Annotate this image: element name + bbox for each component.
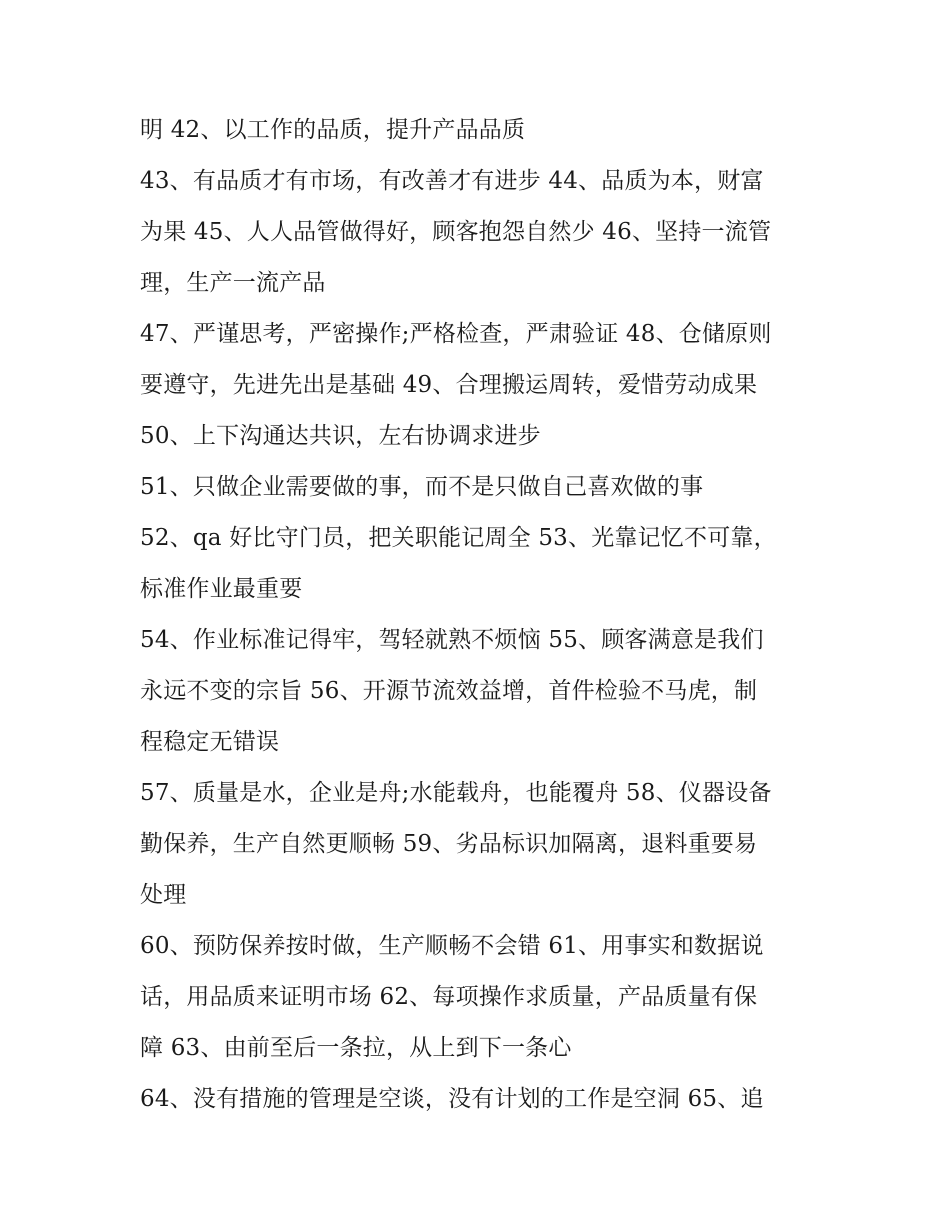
- text-line: 为果 45、人人品管做得好，顾客抱怨自然少 46、坚持一流管: [140, 219, 772, 245]
- text-line: 勤保养，生产自然更顺畅 59、劣品标识加隔离，退料重要易: [140, 831, 758, 857]
- text-line: 标准作业最重要: [140, 576, 303, 602]
- text-line: 60、预防保养按时做，生产顺畅不会错 61、用事实和数据说: [140, 933, 764, 959]
- text-line: 54、作业标准记得牢，驾轻就熟不烦恼 55、顾客满意是我们: [140, 627, 764, 653]
- text-line: 43、有品质才有市场，有改善才有进步 44、品质为本，财富: [140, 168, 764, 194]
- text-line: 障 63、由前至后一条拉，从上到下一条心: [140, 1035, 572, 1061]
- text-line: 程稳定无错误: [140, 729, 280, 755]
- text-line: 明 42、以工作的品质，提升产品品质: [140, 117, 526, 143]
- text-line: 64、没有措施的管理是空谈，没有计划的工作是空洞 65、追: [140, 1086, 764, 1112]
- text-line: 永远不变的宗旨 56、开源节流效益增，首件检验不马虎，制: [140, 678, 758, 704]
- text-line: 52、qa 好比守门员，把关职能记周全 53、光靠记忆不可靠，: [140, 525, 777, 551]
- text-line: 47、严谨思考，严密操作;严格检查，严肃验证 48、仓储原则: [140, 321, 772, 347]
- text-line: 57、质量是水，企业是舟;水能载舟，也能覆舟 58、仪器设备: [140, 780, 772, 806]
- document-body: [140, 105, 808, 1125]
- text-line: 理，生产一流产品: [140, 270, 326, 296]
- text-line: 要遵守，先进先出是基础 49、合理搬运周转，爱惜劳动成果: [140, 372, 758, 398]
- text-line: 话，用品质来证明市场 62、每项操作求质量，产品质量有保: [140, 984, 758, 1010]
- text-line: 50、上下沟通达共识，左右协调求进步: [140, 423, 541, 449]
- text-line: 51、只做企业需要做的事，而不是只做自己喜欢做的事: [140, 474, 704, 500]
- text-line: 处理: [140, 882, 187, 908]
